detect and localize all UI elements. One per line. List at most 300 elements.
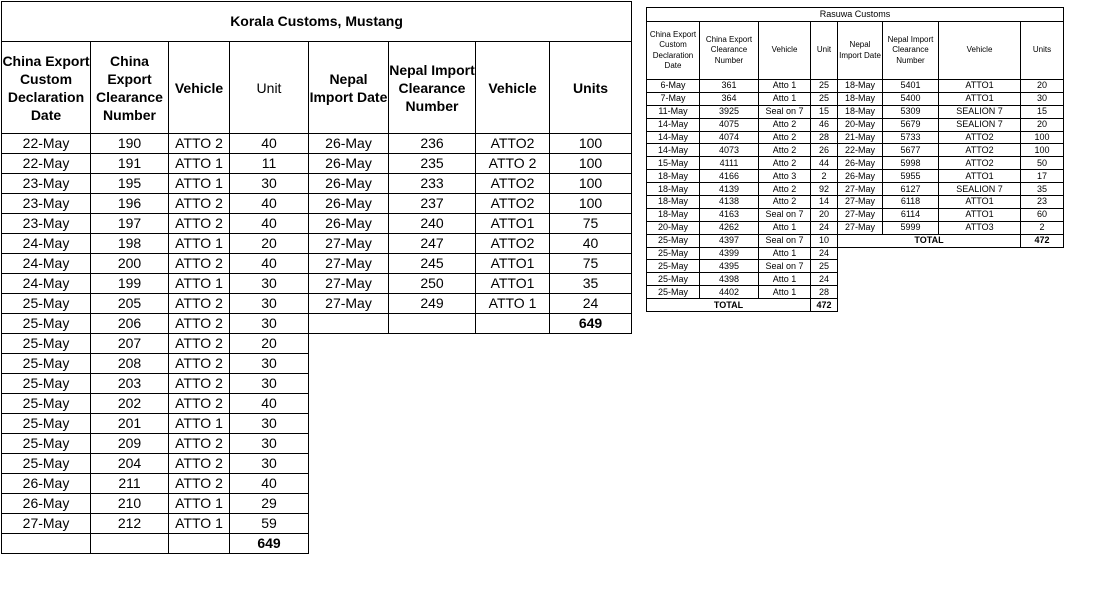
table-cell: Atto 2 — [759, 183, 811, 196]
table-cell: 27-May — [309, 274, 389, 294]
table-cell: 7-May — [647, 92, 700, 105]
table-cell: 200 — [91, 254, 169, 274]
table-cell: 30 — [230, 374, 309, 394]
table-cell: 2 — [1021, 221, 1064, 234]
table-cell: ATTO2 — [476, 194, 550, 214]
table-cell: 203 — [91, 374, 169, 394]
table-cell: 75 — [550, 254, 632, 274]
table-cell: 15-May — [647, 157, 700, 170]
table-cell: 26-May — [309, 214, 389, 234]
table-cell: 4399 — [700, 247, 759, 260]
table-cell: ATTO2 — [476, 234, 550, 254]
table-cell — [1021, 260, 1064, 273]
table-cell — [309, 314, 389, 334]
table-cell: 210 — [91, 494, 169, 514]
header-cell: Nepal Import Date — [838, 22, 883, 80]
table-cell — [883, 247, 939, 260]
table-cell: 25-May — [647, 234, 700, 247]
table-cell: 209 — [91, 434, 169, 454]
table-cell: 24 — [550, 294, 632, 314]
table-cell: 25 — [811, 80, 838, 93]
table-cell — [939, 247, 1021, 260]
table-cell: 24-May — [2, 234, 91, 254]
table-cell — [550, 334, 632, 354]
table-cell: 649 — [550, 314, 632, 334]
table-cell — [476, 394, 550, 414]
table-row — [647, 273, 1064, 286]
table-cell: 14-May — [647, 144, 700, 157]
table-cell: 5955 — [883, 170, 939, 183]
table-cell: 245 — [389, 254, 476, 274]
table-cell: 25-May — [2, 434, 91, 454]
table-cell: 195 — [91, 174, 169, 194]
table-cell — [389, 434, 476, 454]
table-row — [2, 434, 632, 454]
header-cell: Units — [550, 42, 632, 134]
table-cell — [476, 374, 550, 394]
table-cell: 40 — [550, 234, 632, 254]
table-cell: 25-May — [647, 247, 700, 260]
table-cell: Atto 2 — [759, 118, 811, 131]
table-cell: Atto 1 — [759, 92, 811, 105]
table-cell: ATTO1 — [939, 80, 1021, 93]
table-cell: ATTO2 — [476, 134, 550, 154]
table-row — [647, 221, 1064, 234]
table-cell — [838, 260, 883, 273]
table-cell: 26-May — [309, 194, 389, 214]
table-cell: 44 — [811, 157, 838, 170]
table-cell: 25-May — [647, 286, 700, 299]
table-cell: 5733 — [883, 131, 939, 144]
table-cell: 27-May — [838, 183, 883, 196]
table-cell: Atto 1 — [759, 80, 811, 93]
table-cell: ATTO 1 — [169, 274, 230, 294]
table-cell — [476, 454, 550, 474]
table-cell: 25 — [811, 92, 838, 105]
table-cell: 92 — [811, 183, 838, 196]
header-cell: Units — [1021, 22, 1064, 80]
table-cell: ATTO1 — [476, 214, 550, 234]
table-cell: 198 — [91, 234, 169, 254]
table-cell: 6127 — [883, 183, 939, 196]
table-row — [2, 394, 632, 414]
table-cell — [1021, 286, 1064, 299]
table-cell: 205 — [91, 294, 169, 314]
table-cell — [476, 314, 550, 334]
korala-title: Korala Customs, Mustang — [2, 2, 632, 42]
table-cell — [1021, 247, 1064, 260]
header-cell: Nepal Import Date — [309, 42, 389, 134]
table-cell — [883, 299, 939, 312]
table-cell: 15 — [1021, 105, 1064, 118]
table-cell: Seal on 7 — [759, 260, 811, 273]
table-cell: 23-May — [2, 174, 91, 194]
table-cell: 25-May — [2, 414, 91, 434]
table-cell — [389, 454, 476, 474]
table-cell: ATTO 2 — [169, 334, 230, 354]
table-cell: 247 — [389, 234, 476, 254]
table-cell: 22-May — [838, 144, 883, 157]
table-cell: 4073 — [700, 144, 759, 157]
table-cell — [476, 434, 550, 454]
table-cell: Seal on 7 — [759, 105, 811, 118]
table-cell: 206 — [91, 314, 169, 334]
table-cell: 5998 — [883, 157, 939, 170]
table-cell: 211 — [91, 474, 169, 494]
table-row — [647, 144, 1064, 157]
table-cell — [169, 534, 230, 554]
table-row — [647, 286, 1064, 299]
table-cell: 18-May — [647, 183, 700, 196]
table-cell: 25-May — [647, 260, 700, 273]
table-cell: 197 — [91, 214, 169, 234]
table-row — [2, 414, 632, 434]
table-cell — [550, 454, 632, 474]
table-cell: 202 — [91, 394, 169, 414]
korala-customs-table — [1, 1, 632, 554]
table-cell: 24 — [811, 247, 838, 260]
table-cell — [883, 260, 939, 273]
table-cell: 5679 — [883, 118, 939, 131]
table-cell: 14-May — [647, 131, 700, 144]
table-cell: ATTO2 — [939, 144, 1021, 157]
table-cell: 649 — [230, 534, 309, 554]
table-cell: 20 — [811, 208, 838, 221]
table-cell — [309, 334, 389, 354]
table-cell: 23-May — [2, 194, 91, 214]
table-cell: 4395 — [700, 260, 759, 273]
table-row — [647, 157, 1064, 170]
table-cell: ATTO 2 — [169, 374, 230, 394]
table-cell: 14-May — [647, 118, 700, 131]
table-row — [2, 234, 632, 254]
table-cell — [389, 314, 476, 334]
table-cell: 17 — [1021, 170, 1064, 183]
table-row — [647, 105, 1064, 118]
table-cell: 40 — [230, 474, 309, 494]
table-cell — [476, 494, 550, 514]
table-cell: ATTO 2 — [169, 214, 230, 234]
table-row — [647, 170, 1064, 183]
table-cell: 5401 — [883, 80, 939, 93]
table-cell: 100 — [1021, 144, 1064, 157]
table-cell: 196 — [91, 194, 169, 214]
table-row — [2, 134, 632, 154]
table-cell: Atto 1 — [759, 221, 811, 234]
table-cell: 6-May — [647, 80, 700, 93]
table-cell: 26-May — [2, 474, 91, 494]
table-cell: ATTO3 — [939, 221, 1021, 234]
table-cell: ATTO 1 — [169, 494, 230, 514]
table-cell — [550, 394, 632, 414]
table-cell — [389, 334, 476, 354]
table-cell — [309, 414, 389, 434]
table-cell: 4074 — [700, 131, 759, 144]
table-cell: Atto 2 — [759, 131, 811, 144]
table-cell: ATTO 1 — [169, 174, 230, 194]
table-cell: 191 — [91, 154, 169, 174]
table-cell: 30 — [230, 174, 309, 194]
table-cell: 18-May — [838, 80, 883, 93]
table-cell: 199 — [91, 274, 169, 294]
table-cell: 40 — [230, 214, 309, 234]
table-cell: 26-May — [309, 174, 389, 194]
table-cell: 236 — [389, 134, 476, 154]
table-cell: 11-May — [647, 105, 700, 118]
table-cell: ATTO 1 — [169, 514, 230, 534]
table-cell: 60 — [1021, 208, 1064, 221]
table-cell: TOTAL — [647, 299, 811, 312]
table-row — [2, 174, 632, 194]
table-row — [647, 260, 1064, 273]
table-row — [647, 131, 1064, 144]
table-cell: 3925 — [700, 105, 759, 118]
table-cell: 25-May — [2, 454, 91, 474]
table-row — [2, 314, 632, 334]
table-cell: 20 — [1021, 118, 1064, 131]
table-cell: 22-May — [2, 134, 91, 154]
table-cell: 30 — [230, 354, 309, 374]
rasuwa-body — [647, 80, 1064, 312]
table-cell: ATTO1 — [939, 208, 1021, 221]
table-row — [647, 118, 1064, 131]
table-cell: ATTO1 — [939, 92, 1021, 105]
table-cell: 25-May — [2, 334, 91, 354]
table-row — [647, 247, 1064, 260]
table-cell: 4163 — [700, 208, 759, 221]
table-cell — [939, 299, 1021, 312]
table-row — [647, 80, 1064, 93]
table-cell — [91, 534, 169, 554]
header-cell: Unit — [811, 22, 838, 80]
table-cell: SEALION 7 — [939, 105, 1021, 118]
table-cell: 26-May — [2, 494, 91, 514]
table-cell: 25-May — [2, 374, 91, 394]
table-cell: ATTO1 — [476, 254, 550, 274]
table-cell: 28 — [811, 286, 838, 299]
table-cell: 25-May — [2, 354, 91, 374]
table-cell: 30 — [230, 294, 309, 314]
table-cell: 18-May — [647, 208, 700, 221]
table-cell: 59 — [230, 514, 309, 534]
table-cell: ATTO 2 — [169, 134, 230, 154]
table-cell — [476, 354, 550, 374]
header-cell: Nepal Import Clearance Number — [883, 22, 939, 80]
table-cell: Seal on 7 — [759, 234, 811, 247]
table-cell: 11 — [230, 154, 309, 174]
table-cell: 4075 — [700, 118, 759, 131]
table-cell: 30 — [230, 434, 309, 454]
table-row — [2, 334, 632, 354]
table-cell: 10 — [811, 234, 838, 247]
total-row — [647, 299, 1064, 312]
table-cell: 23 — [1021, 196, 1064, 209]
header-cell: China Export Clearance Number — [700, 22, 759, 80]
table-cell — [883, 286, 939, 299]
table-cell: 35 — [1021, 183, 1064, 196]
table-cell — [550, 474, 632, 494]
table-cell: ATTO2 — [476, 174, 550, 194]
table-cell — [309, 514, 389, 534]
table-cell: 5677 — [883, 144, 939, 157]
table-cell: 207 — [91, 334, 169, 354]
table-cell: Atto 2 — [759, 157, 811, 170]
table-cell: 4166 — [700, 170, 759, 183]
rasuwa-header-row — [647, 22, 1064, 80]
table-cell: 24 — [811, 221, 838, 234]
table-cell: ATTO1 — [939, 196, 1021, 209]
table-cell — [939, 260, 1021, 273]
table-cell: 14 — [811, 196, 838, 209]
table-cell: 21-May — [838, 131, 883, 144]
header-cell: Unit — [230, 42, 309, 134]
table-cell — [309, 434, 389, 454]
table-cell: ATTO1 — [939, 170, 1021, 183]
table-cell: 27-May — [838, 221, 883, 234]
table-cell: 25-May — [2, 394, 91, 414]
table-cell: 26-May — [838, 170, 883, 183]
table-cell: ATTO 2 — [169, 314, 230, 334]
table-cell — [939, 286, 1021, 299]
table-cell: 30 — [230, 314, 309, 334]
table-cell — [550, 494, 632, 514]
table-cell: 25-May — [647, 273, 700, 286]
table-cell: 50 — [1021, 157, 1064, 170]
table-cell: 75 — [550, 214, 632, 234]
table-cell: 26-May — [309, 134, 389, 154]
table-cell: 40 — [230, 134, 309, 154]
table-row — [2, 454, 632, 474]
table-cell: ATTO 2 — [169, 454, 230, 474]
table-row — [647, 92, 1064, 105]
table-cell: 30 — [230, 454, 309, 474]
table-cell: 20-May — [838, 118, 883, 131]
table-cell: 30 — [1021, 92, 1064, 105]
table-cell: ATTO 1 — [169, 234, 230, 254]
table-cell: 4397 — [700, 234, 759, 247]
table-row — [2, 494, 632, 514]
table-cell — [476, 414, 550, 434]
table-row — [2, 514, 632, 534]
table-cell: 26-May — [309, 154, 389, 174]
table-cell: 472 — [811, 299, 838, 312]
table-cell — [1021, 299, 1064, 312]
table-cell — [476, 334, 550, 354]
table-cell: 4111 — [700, 157, 759, 170]
korala-header-row — [2, 42, 632, 134]
table-cell — [389, 494, 476, 514]
table-cell — [309, 454, 389, 474]
table-cell — [550, 434, 632, 454]
table-cell: 20 — [230, 234, 309, 254]
table-cell — [476, 514, 550, 534]
table-cell: 30 — [230, 274, 309, 294]
table-row — [647, 208, 1064, 221]
table-cell: 250 — [389, 274, 476, 294]
table-cell — [389, 374, 476, 394]
table-cell — [550, 374, 632, 394]
korala-body — [2, 134, 632, 554]
table-cell: 23-May — [2, 214, 91, 234]
header-cell: China Export Custom Declaration Date — [647, 22, 700, 80]
table-cell: 40 — [230, 194, 309, 214]
table-cell: Atto 2 — [759, 144, 811, 157]
table-cell — [838, 299, 883, 312]
table-cell: 201 — [91, 414, 169, 434]
total-row — [2, 534, 632, 554]
table-cell: 190 — [91, 134, 169, 154]
table-cell — [389, 534, 476, 554]
table-cell: 20 — [1021, 80, 1064, 93]
table-cell — [550, 514, 632, 534]
table-cell: 18-May — [838, 105, 883, 118]
table-cell: 4138 — [700, 196, 759, 209]
table-cell: 29 — [230, 494, 309, 514]
table-cell: 27-May — [309, 254, 389, 274]
table-cell — [476, 474, 550, 494]
table-cell: ATTO1 — [476, 274, 550, 294]
table-cell: Atto 1 — [759, 247, 811, 260]
table-cell: 100 — [550, 154, 632, 174]
table-cell: 18-May — [647, 196, 700, 209]
table-cell: 4402 — [700, 286, 759, 299]
table-cell — [309, 534, 389, 554]
table-cell: ATTO 2 — [169, 394, 230, 414]
table-cell: 472 — [1021, 234, 1064, 247]
table-cell: 18-May — [647, 170, 700, 183]
table-cell: 24-May — [2, 274, 91, 294]
table-cell: 364 — [700, 92, 759, 105]
table-cell — [550, 534, 632, 554]
table-row — [647, 183, 1064, 196]
table-cell: Seal on 7 — [759, 208, 811, 221]
table-cell: 40 — [230, 254, 309, 274]
table-cell — [309, 354, 389, 374]
table-cell — [309, 474, 389, 494]
table-cell: 6114 — [883, 208, 939, 221]
table-cell — [2, 534, 91, 554]
table-cell: ATTO 1 — [169, 154, 230, 174]
table-cell: 4262 — [700, 221, 759, 234]
header-cell: Vehicle — [759, 22, 811, 80]
table-cell — [389, 514, 476, 534]
header-cell: Vehicle — [939, 22, 1021, 80]
table-cell: 35 — [550, 274, 632, 294]
table-cell: ATTO 2 — [169, 434, 230, 454]
table-cell: 25-May — [2, 314, 91, 334]
table-cell: 5999 — [883, 221, 939, 234]
table-row — [2, 374, 632, 394]
table-cell: 361 — [700, 80, 759, 93]
table-cell: 27-May — [838, 208, 883, 221]
table-cell: 24 — [811, 273, 838, 286]
table-row — [2, 214, 632, 234]
table-row — [2, 194, 632, 214]
table-cell: ATTO 2 — [476, 154, 550, 174]
table-cell: 22-May — [2, 154, 91, 174]
table-cell: 249 — [389, 294, 476, 314]
table-cell: ATTO2 — [939, 131, 1021, 144]
table-cell — [309, 374, 389, 394]
table-cell: 25 — [811, 260, 838, 273]
table-cell: 25-May — [2, 294, 91, 314]
table-cell — [550, 354, 632, 374]
table-cell — [389, 354, 476, 374]
table-cell: Atto 1 — [759, 273, 811, 286]
table-cell: 4139 — [700, 183, 759, 196]
table-cell: 5309 — [883, 105, 939, 118]
table-cell — [939, 273, 1021, 286]
